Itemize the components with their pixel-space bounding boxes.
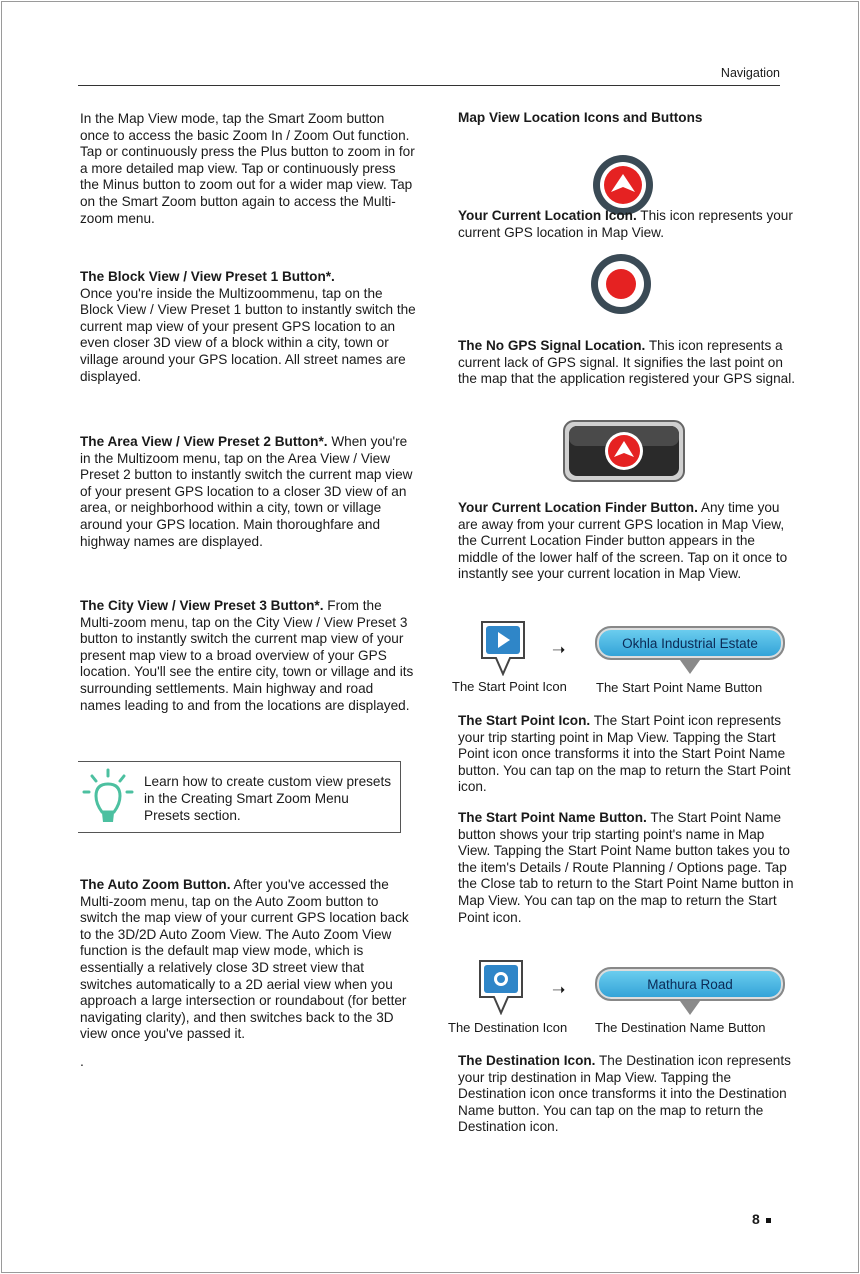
start-icon-text: The Start Point icon represents your trip starting point in Map View. Tapping the Start Point icon once transforms it into the Start Point Name button. You can tap on the map to return the Start Point icon. [458, 713, 791, 795]
page-number-marker [766, 1218, 771, 1223]
header-divider [78, 85, 780, 86]
auto-zoom-title: The Auto Zoom Button. [80, 877, 231, 892]
lightbulb-icon [78, 764, 138, 824]
destination-title: The Destination Icon. [458, 1053, 596, 1068]
right-heading: Map View Location Icons and Buttons [458, 110, 703, 125]
arrow-right-icon: ➝ [552, 982, 566, 999]
left-intro [80, 111, 416, 227]
tip-text: Learn how to create custom view presets in the Creating Smart Zoom Menu Presets section. [144, 774, 392, 823]
destination-section [458, 1053, 798, 1136]
destination-icon-caption: The Destination Icon [448, 1020, 568, 1035]
callout-pointer-icon [680, 1001, 700, 1015]
start-point-icon[interactable] [478, 618, 528, 676]
start-name-section [458, 810, 798, 926]
block-view-text: Once you're inside the Multizoommenu, tap on the Block View / View Preset 1 button to instantly switch the current map view of your present GPS location to an even closer 3D view of a block within a city, town or village around your GPS location. All street names are displayed. [80, 285, 416, 384]
auto-zoom-section [80, 877, 416, 1043]
section-title: Navigation [720, 66, 780, 80]
auto-zoom-text: After you've accessed the Multi-zoom menu, tap on the Auto Zoom button to switch the map view of your current GPS location back to the 3D/2D Auto Zoom View. The Auto Zoom View function is the default map view mode, which is essentially a relatively close 3D street view that switches automatically to a 2D aerial view when you approach a large intersection or roundabout (for better navigating clarity), and then switches back to the 3D view once you've passed it. [80, 877, 409, 1042]
no-gps-signal-icon [588, 251, 654, 317]
area-view-section [80, 434, 416, 550]
page-number: 8 [752, 1211, 760, 1227]
no-gps-title: The No GPS Signal Location. [458, 338, 646, 353]
destination-button-caption: The Destination Name Button [595, 1020, 766, 1035]
no-gps-text: This icon represents a current lack of GPS signal. It signifies the last point on the map that the application registered your GPS signal. [458, 338, 796, 387]
stray-dot: . [80, 1053, 84, 1069]
start-icon-title: The Start Point Icon. [458, 713, 591, 728]
city-view-section [80, 598, 416, 714]
start-name-text: The Start Point Name button shows your trip starting point's name in Map View. Tapping the Start Point Name button takes you to the item's Details / Route Planning / Options page. Tap the Close tab to return to the Start Point Name button in Map View. You can tap on the map to return the Start Point icon. [458, 810, 794, 925]
start-icon-caption: The Start Point Icon [452, 679, 567, 694]
callout-pointer-icon [680, 660, 700, 674]
block-view-title: The Block View / View Preset 1 Button*. [80, 269, 335, 284]
tip-box [78, 761, 401, 833]
area-view-title: The Area View / View Preset 2 Button*. [80, 434, 328, 449]
destination-text: The Destination icon represents your trip destination in Map View. Tapping the Destination icon once transforms it into the Destination Name button. You can tap on the map to return the Destination icon. [458, 1053, 791, 1135]
arrow-right-icon: ➝ [552, 642, 566, 659]
start-name-title: The Start Point Name Button. [458, 810, 647, 825]
finder-text: Any time you are away from your current GPS location in Map View, the Current Location Finder button appears in the middle of the lower half of the screen. Tap on it once to instantly see your current location in Map View. [458, 500, 788, 582]
start-point-name-button[interactable]: Okhla Industrial Estate [595, 626, 785, 660]
current-location-text: This icon represents your current GPS location in Map View. [458, 208, 793, 240]
current-location-section [458, 208, 798, 241]
start-button-caption: The Start Point Name Button [596, 680, 763, 695]
city-view-text: From the Multi-zoom menu, tap on the City View / View Preset 3 button to instantly switch the current map view of your present map view to a broad overview of your GPS location. You'll see the entire city, town or village and its surrounding settlements. Main highway and road names leading to and from the locations are displayed. [80, 598, 414, 713]
area-view-text: When you're in the Multizoom menu, tap on the Area View / View Preset 2 button to instantly switch the current map view of your present GPS location to a closer 3D view of an area, or neighborhood within a city, town or village around your GPS location. Main thoroughfare and highway names are displayed. [80, 434, 413, 549]
destination-icon[interactable] [476, 957, 526, 1015]
intro-paragraph: In the Map View mode, tap the Smart Zoom button once to access the basic Zoom In / Zoom Out function. Tap or continuously press the Plus button to zoom in for a more detailed map view. Tap or continuously press the Minus button to zoom out for a wider map view. Tap on the Smart Zoom button again to access the Multi-zoom menu. [80, 111, 415, 226]
city-view-title: The City View / View Preset 3 Button*. [80, 598, 324, 613]
finder-title: Your Current Location Finder Button. [458, 500, 698, 515]
no-gps-section [458, 338, 798, 388]
block-view-section [80, 269, 416, 385]
destination-name-button[interactable]: Mathura Road [595, 967, 785, 1001]
start-icon-section [458, 713, 798, 796]
finder-section [458, 500, 798, 583]
current-location-title: Your Current Location Icon. [458, 208, 637, 223]
location-finder-button[interactable] [562, 419, 686, 483]
